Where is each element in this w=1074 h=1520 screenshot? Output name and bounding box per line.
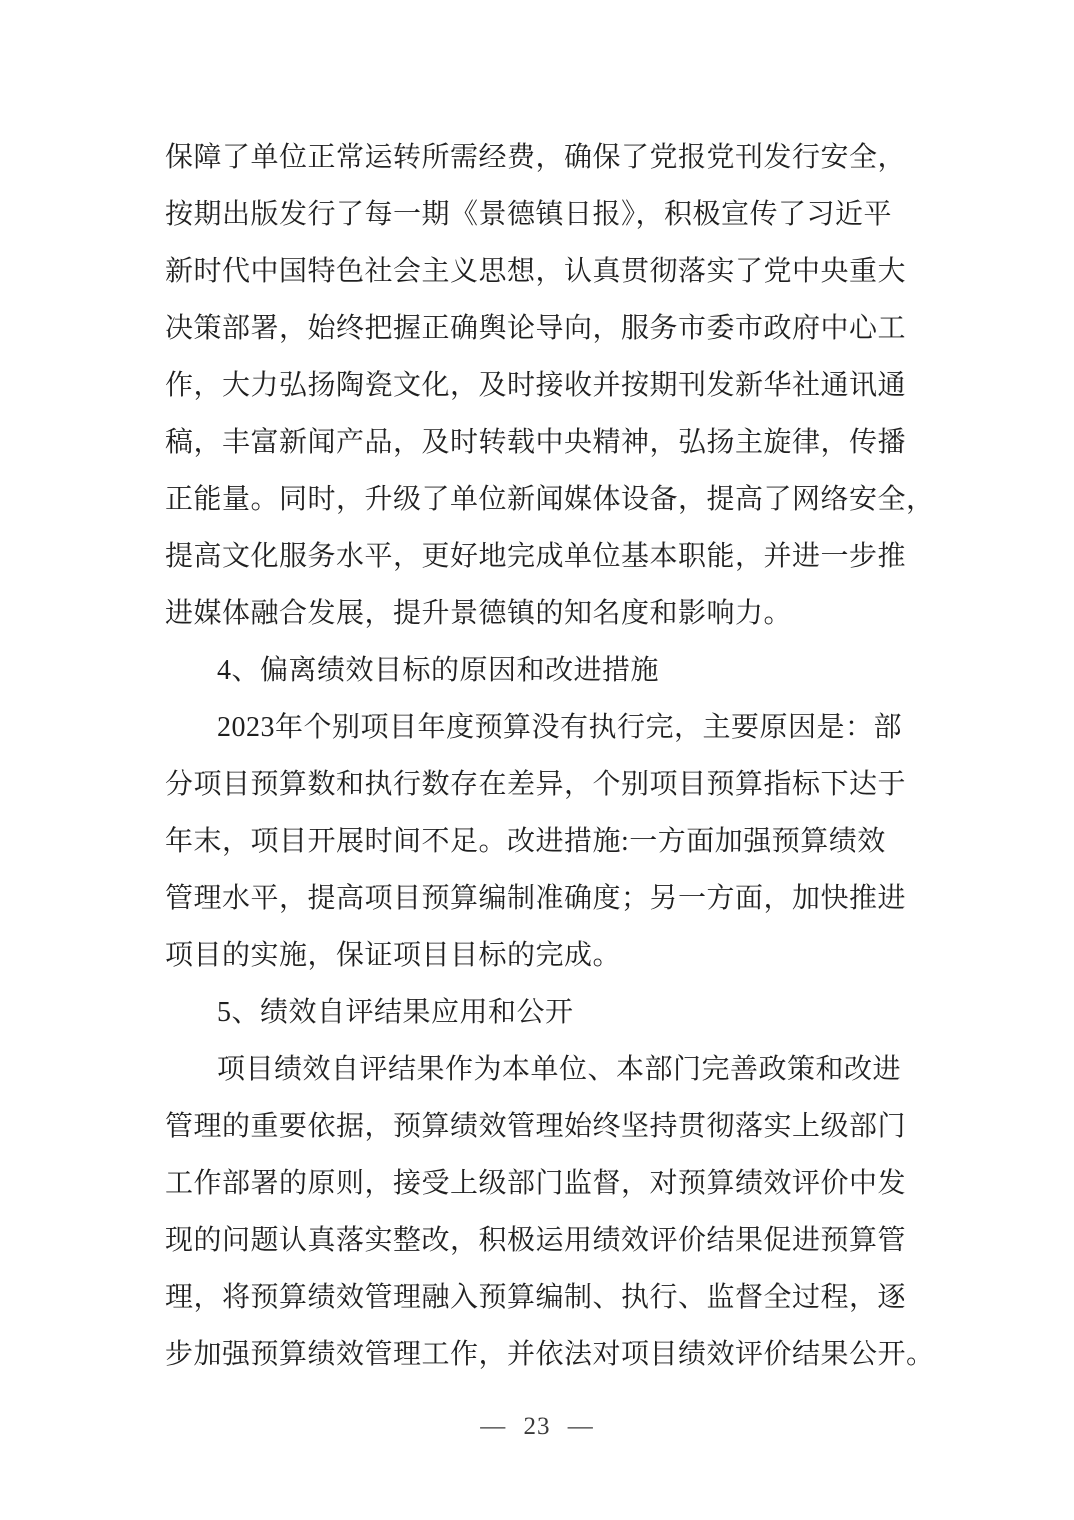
text-line: 保障了单位正常运转所需经费，确保了党报党刊发行安全， xyxy=(165,142,907,173)
text-line: 提高文化服务水平，更好地完成单位基本职能，并进一步推 xyxy=(165,541,907,572)
text-line: 2023年个别项目年度预算没有执行完，主要原因是：部 xyxy=(217,712,903,743)
text-line: 稿，丰富新闻产品，及时转载中央精神，弘扬主旋律，传播 xyxy=(165,427,907,458)
section-5-heading: 5、绩效自评结果应用和公开 xyxy=(217,997,574,1028)
section-4-heading: 4、偏离绩效目标的原因和改进措施 xyxy=(217,655,660,686)
page-number: — 23 — xyxy=(480,1413,594,1440)
text-line: 决策部署，始终把握正确舆论导向，服务市委市政府中心工 xyxy=(165,313,907,344)
text-line: 步加强预算绩效管理工作，并依法对项目绩效评价结果公开。 xyxy=(165,1339,935,1370)
text-line: 项目绩效自评结果作为本单位、本部门完善政策和改进 xyxy=(217,1054,902,1085)
text-line: 正能量。同时，升级了单位新闻媒体设备，提高了网络安全， xyxy=(165,484,935,515)
text-line: 新时代中国特色社会主义思想，认真贯彻落实了党中央重大 xyxy=(165,256,907,287)
text-line: 理，将预算绩效管理融入预算编制、执行、监督全过程，逐 xyxy=(165,1282,907,1313)
text-line: 作，大力弘扬陶瓷文化，及时接收并按期刊发新华社通讯通 xyxy=(165,370,907,401)
text-line: 现的问题认真落实整改，积极运用绩效评价结果促进预算管 xyxy=(165,1225,907,1256)
text-line: 按期出版发行了每一期《景德镇日报》，积极宣传了习近平 xyxy=(165,199,893,230)
text-line: 分项目预算数和执行数存在差异，个别项目预算指标下达于 xyxy=(165,769,907,800)
text-line: 工作部署的原则，接受上级部门监督，对预算绩效评价中发 xyxy=(165,1168,907,1199)
document-body xyxy=(165,129,935,1383)
text-line: 进媒体融合发展，提升景德镇的知名度和影响力。 xyxy=(165,598,793,629)
text-line: 管理的重要依据，预算绩效管理始终坚持贯彻落实上级部门 xyxy=(165,1111,907,1142)
text-line: 项目的实施，保证项目目标的完成。 xyxy=(165,940,622,971)
text-line: 年末，项目开展时间不足。改进措施:一方面加强预算绩效 xyxy=(165,826,886,857)
text-line: 管理水平，提高项目预算编制准确度；另一方面，加快推进 xyxy=(165,883,907,914)
